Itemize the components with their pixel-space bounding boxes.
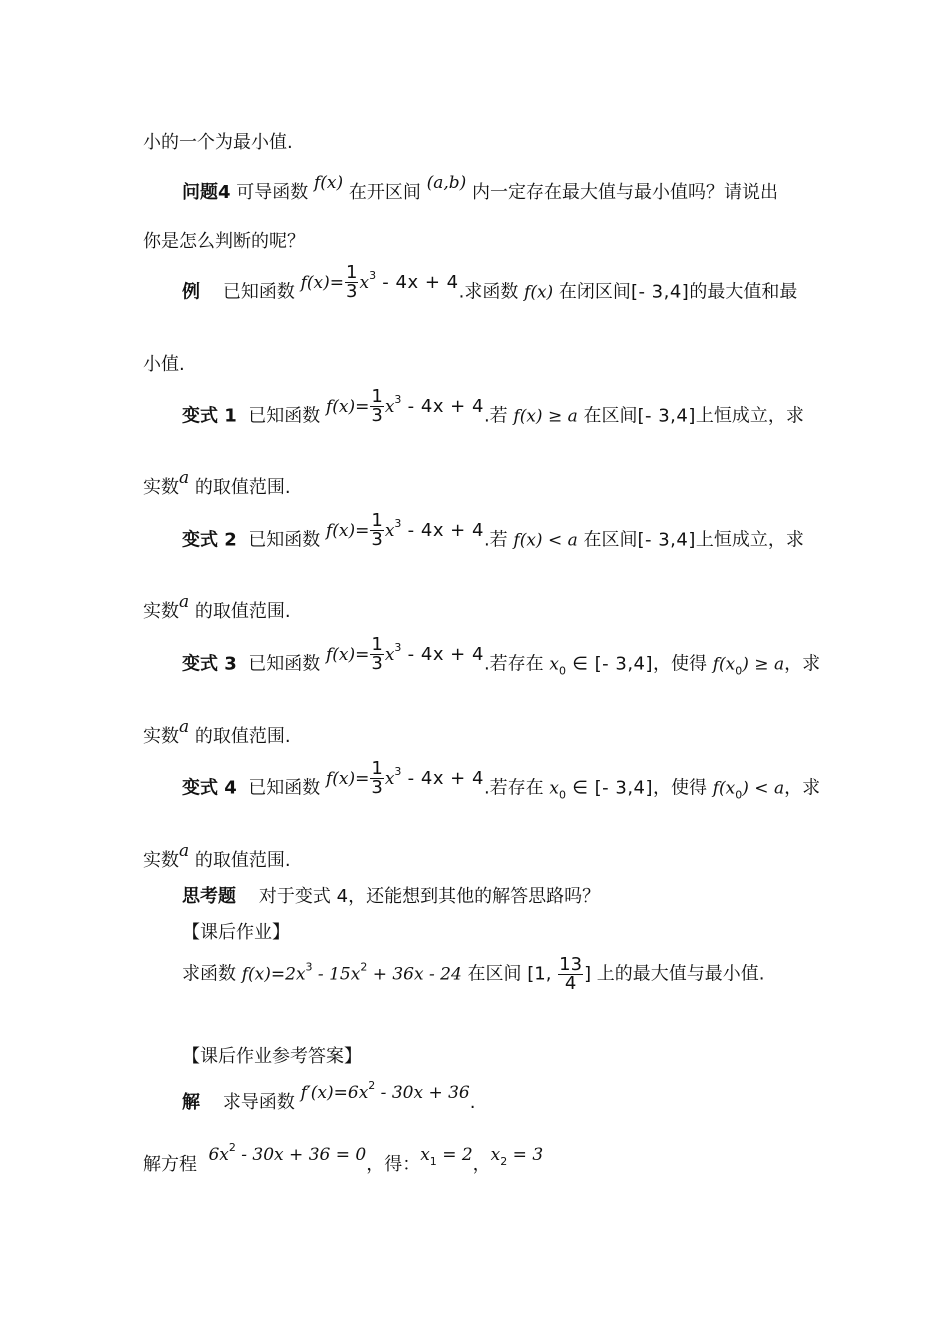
paragraph-text: 在区间 bbox=[577, 529, 638, 551]
paragraph-text: 实数 bbox=[143, 850, 179, 871]
question-4-line bbox=[182, 173, 779, 204]
paragraph-text: ，使得 bbox=[653, 777, 713, 799]
math-subscript: 0 bbox=[735, 788, 743, 802]
paragraph-text: 实数 bbox=[143, 477, 179, 498]
paragraph-text: ， bbox=[472, 1154, 491, 1175]
answer-title bbox=[182, 1042, 362, 1068]
math-subscript: 0 bbox=[735, 664, 743, 678]
paragraph-text: 已知函数 bbox=[222, 281, 301, 303]
paragraph-text: 上恒成立，求 bbox=[695, 529, 804, 551]
paragraph-text: 已知函数 bbox=[248, 529, 326, 551]
variant-3-line bbox=[182, 634, 821, 683]
paragraph-text: 在区间 [1, bbox=[461, 963, 558, 985]
think-line bbox=[182, 882, 600, 908]
math-fx: f(x)= bbox=[325, 768, 370, 789]
text-line bbox=[143, 350, 185, 376]
math-exponent: 2 bbox=[360, 960, 368, 974]
fraction-numerator: 1 bbox=[371, 386, 383, 407]
math-condition: ) ≥ a bbox=[742, 654, 785, 675]
math-exponent: 2 bbox=[368, 1079, 376, 1092]
math-expression: - 4x + 4 bbox=[401, 643, 484, 665]
paragraph-text: 求导函数 bbox=[222, 1092, 301, 1113]
variant-label: 变式 4 bbox=[182, 777, 237, 799]
fraction bbox=[370, 388, 383, 425]
math-exponent: 3 bbox=[394, 764, 402, 778]
paragraph-text: 已知函数 bbox=[248, 777, 326, 799]
paragraph-text: ，求 bbox=[784, 653, 821, 675]
example-line bbox=[182, 262, 798, 311]
math-fx: f(x) bbox=[524, 282, 554, 303]
math-expression: + 36x - 24 bbox=[367, 964, 462, 985]
paragraph-text: 上恒成立，求 bbox=[695, 405, 804, 427]
math-interval: [- 3,4] bbox=[630, 281, 690, 303]
math-var: x bbox=[384, 768, 395, 789]
math-expression: - 4x + 4 bbox=[401, 395, 484, 417]
paragraph-text: 的取值范围. bbox=[189, 477, 291, 498]
math-fx: f(x)= bbox=[325, 396, 370, 417]
text-line bbox=[143, 128, 293, 154]
paragraph-text: 可导函数 bbox=[230, 182, 314, 203]
text-line bbox=[143, 227, 305, 253]
fraction-numerator: 13 bbox=[559, 954, 583, 975]
paragraph-text: .求函数 bbox=[458, 281, 525, 303]
math-condition: f(x bbox=[712, 778, 736, 799]
homework-title bbox=[182, 918, 290, 944]
solution-label: 解 bbox=[182, 1092, 200, 1113]
text-line bbox=[143, 468, 291, 499]
section-heading: 【课后作业】 bbox=[182, 922, 290, 943]
paragraph-text: ] 上的最大值与最小值. bbox=[584, 963, 765, 985]
paragraph-text: 在区间 bbox=[577, 405, 638, 427]
paragraph-text: 的取值范围. bbox=[189, 601, 291, 622]
math-var: x bbox=[384, 396, 395, 417]
paragraph-text: 实数 bbox=[143, 726, 179, 747]
variant-1-line bbox=[182, 386, 804, 435]
fraction-denominator: 3 bbox=[371, 777, 383, 798]
paragraph-text: 你是怎么判断的呢？ bbox=[143, 231, 305, 252]
math-expression: - 4x + 4 bbox=[401, 519, 484, 541]
variant-label: 变式 3 bbox=[182, 653, 237, 675]
example-label: 例 bbox=[182, 281, 200, 303]
paragraph-text: 小的一个为最小值. bbox=[143, 132, 293, 153]
text-line bbox=[143, 592, 291, 623]
math-fx: f(x)= bbox=[325, 644, 370, 665]
math-value: = 3 bbox=[507, 1145, 544, 1165]
fraction bbox=[345, 264, 358, 301]
math-interval: ∈ [- 3,4] bbox=[566, 777, 654, 799]
fraction-numerator: 1 bbox=[371, 510, 383, 531]
math-exponent: 3 bbox=[394, 516, 402, 530]
section-heading: 【课后作业参考答案】 bbox=[182, 1046, 362, 1067]
paragraph-text: ，使得 bbox=[653, 653, 713, 675]
equation-line bbox=[143, 1141, 544, 1178]
paragraph-text: 在开区间 bbox=[343, 182, 427, 203]
math-expression: - 30x + 36 bbox=[375, 1083, 470, 1103]
math-expression: - 4x + 4 bbox=[376, 271, 459, 293]
math-var: x bbox=[384, 520, 395, 541]
math-condition: f(x bbox=[712, 654, 736, 675]
math-value: = 2 bbox=[436, 1145, 473, 1165]
homework-line bbox=[182, 956, 765, 993]
question-label: 问题4 bbox=[182, 182, 231, 203]
math-exponent: 3 bbox=[305, 960, 313, 974]
math-var: x bbox=[549, 654, 559, 675]
math-var: a bbox=[179, 717, 190, 737]
math-expression: - 15x bbox=[312, 964, 361, 985]
paragraph-text: 求函数 bbox=[182, 963, 242, 985]
paragraph-text: 内一定存在最大值与最小值吗？请说出 bbox=[466, 182, 779, 203]
math-condition: f(x) < a bbox=[513, 530, 578, 551]
math-fx: f(x)= bbox=[300, 272, 345, 293]
paragraph-text: .若存在 bbox=[483, 653, 550, 675]
math-var: x bbox=[420, 1145, 430, 1165]
variant-4-line bbox=[182, 758, 821, 807]
paragraph-text: 小值. bbox=[143, 354, 185, 375]
math-var: a bbox=[179, 468, 190, 488]
math-var: x bbox=[549, 778, 559, 799]
math-expression: - 30x + 36 = 0 bbox=[235, 1145, 367, 1165]
math-exponent: 2 bbox=[228, 1141, 236, 1154]
fraction bbox=[370, 636, 383, 673]
fraction bbox=[370, 760, 383, 797]
math-condition: ) < a bbox=[742, 778, 785, 799]
math-var: x bbox=[490, 1145, 501, 1165]
variant-label: 变式 1 bbox=[182, 405, 237, 427]
math-interval: [- 3,4] bbox=[637, 405, 696, 427]
math-subscript: 0 bbox=[559, 664, 566, 678]
solution-line bbox=[182, 1079, 476, 1114]
math-exponent: 3 bbox=[369, 268, 377, 282]
paragraph-text: .若 bbox=[483, 405, 514, 427]
think-label: 思考题 bbox=[182, 886, 236, 907]
paragraph-text: .若存在 bbox=[483, 777, 550, 799]
variant-2-line bbox=[182, 510, 804, 559]
paragraph-text: 解方程 bbox=[143, 1154, 203, 1175]
math-var: x bbox=[359, 272, 370, 293]
text-line bbox=[143, 717, 291, 748]
fraction-numerator: 1 bbox=[371, 634, 383, 655]
math-derivative: f′(x)=6x bbox=[300, 1083, 369, 1103]
math-fx: f(x) bbox=[313, 173, 344, 193]
fraction-numerator: 1 bbox=[371, 758, 383, 779]
paragraph-text: . bbox=[469, 1092, 476, 1113]
math-expression: - 4x + 4 bbox=[401, 767, 484, 789]
math-subscript: 0 bbox=[559, 788, 566, 802]
math-fx: f(x)= bbox=[325, 520, 370, 541]
math-interval: ∈ [- 3,4] bbox=[566, 653, 654, 675]
math-interval: (a,b) bbox=[426, 173, 467, 193]
paragraph-text: 实数 bbox=[143, 601, 179, 622]
math-expression: 6x bbox=[208, 1145, 229, 1165]
math-var: a bbox=[179, 592, 190, 612]
math-exponent: 3 bbox=[394, 640, 402, 654]
fraction-denominator: 3 bbox=[371, 529, 383, 550]
fraction-denominator: 4 bbox=[558, 974, 583, 993]
fraction bbox=[370, 512, 383, 549]
paragraph-text: 已知函数 bbox=[248, 405, 326, 427]
math-condition: f(x) ≥ a bbox=[513, 406, 578, 427]
paragraph-text: ，求 bbox=[784, 777, 821, 799]
math-interval: [- 3,4] bbox=[637, 529, 696, 551]
paragraph-text: ，得： bbox=[366, 1154, 421, 1175]
paragraph-text: 的最大值和最 bbox=[689, 281, 798, 303]
math-var: x bbox=[384, 644, 395, 665]
paragraph-text: .若 bbox=[483, 529, 514, 551]
fraction-denominator: 3 bbox=[371, 405, 383, 426]
fraction bbox=[558, 956, 583, 993]
paragraph-text: 的取值范围. bbox=[189, 726, 291, 747]
fraction-denominator: 3 bbox=[346, 281, 358, 302]
math-exponent: 3 bbox=[394, 392, 402, 406]
paragraph-text: 的取值范围. bbox=[189, 850, 291, 871]
paragraph-text: 已知函数 bbox=[248, 653, 326, 675]
paragraph-text: 在闭区间 bbox=[553, 281, 631, 303]
variant-label: 变式 2 bbox=[182, 529, 237, 551]
fraction-denominator: 3 bbox=[371, 653, 383, 674]
text-line bbox=[143, 841, 291, 872]
paragraph-text: 对于变式 4，还能想到其他的解答思路吗？ bbox=[258, 886, 601, 907]
math-subscript: 1 bbox=[429, 1155, 437, 1168]
math-var: a bbox=[179, 841, 190, 861]
math-subscript: 2 bbox=[500, 1155, 508, 1168]
math-fx: f(x)=2x bbox=[241, 964, 306, 985]
fraction-numerator: 1 bbox=[346, 262, 358, 283]
